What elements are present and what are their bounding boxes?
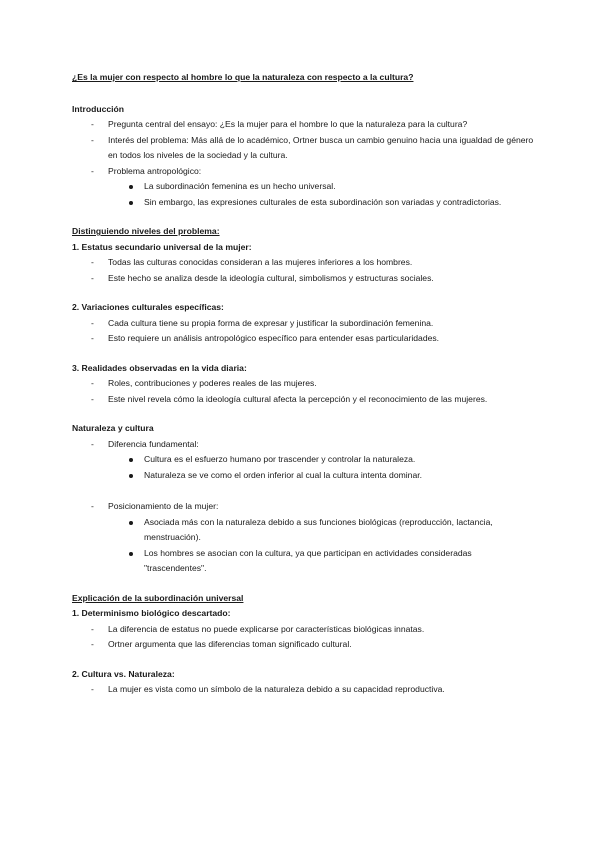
list-item: - Interés del problema: Más allá de lo académico, Ortner busca un cambio genuino hacia una igualdad de género en todos los niveles de la sociedad y la cultura. xyxy=(72,133,534,164)
list-item: - Todas las culturas conocidas consideran a las mujeres inferiores a los hombres. xyxy=(72,255,534,271)
subsection-heading: 2. Variaciones culturales específicas: xyxy=(72,302,224,312)
list-item: - La diferencia de estatus no puede explicarse por características biológicas innatas. xyxy=(72,622,534,638)
list-item: - Este hecho se analiza desde la ideología cultural, simbolismos y estructuras sociales. xyxy=(72,271,534,287)
sub-list-item: Los hombres se asocian con la cultura, ya que participan en actividades consideradas "trascendentes". xyxy=(72,546,534,577)
document-title: ¿Es la mujer con respecto al hombre lo que la naturaleza con respecto a la cultura? xyxy=(72,72,414,82)
sub-list-item: Naturaleza se ve como el orden inferior al cual la cultura intenta dominar. xyxy=(72,468,534,484)
naturaleza-sublist-1 xyxy=(72,452,534,483)
list-item-label: Diferencia fundamental: xyxy=(108,438,199,449)
list-item xyxy=(72,499,534,577)
section-heading-explicacion: Explicación de la subordinación universal xyxy=(72,592,244,603)
list-item: - La mujer es vista como un símbolo de la naturaleza debido a su capacidad reproductiva. xyxy=(72,682,534,698)
subsection-heading: 2. Cultura vs. Naturaleza: xyxy=(72,668,175,679)
explicacion-s1-list xyxy=(72,622,534,653)
list-item: - Esto requiere un análisis antropológico específico para entender esas particularidades. xyxy=(72,331,534,347)
subsection-heading: 1. Estatus secundario universal de la mujer: xyxy=(72,241,252,252)
niveles-s2-list xyxy=(72,316,534,347)
list-item: - Ortner argumenta que las diferencias toman significado cultural. xyxy=(72,637,534,653)
subsection-heading: 3. Realidades observadas en la vida diaria: xyxy=(72,362,247,373)
list-item: - Este nivel revela cómo la ideología cultural afecta la percepción y el reconocimiento de las mujeres. xyxy=(72,392,534,408)
niveles-s1-list xyxy=(72,255,534,286)
list-item: - Cada cultura tiene su propia forma de expresar y justificar la subordinación femenina. xyxy=(72,316,534,332)
introduccion-list xyxy=(72,117,534,210)
introduccion-sublist xyxy=(72,179,534,210)
list-item-label: Problema antropológico: xyxy=(108,165,202,176)
list-item: - Pregunta central del ensayo: ¿Es la mujer para el hombre lo que la naturaleza para la cultura? xyxy=(72,117,534,133)
list-item xyxy=(72,437,534,484)
list-item xyxy=(72,164,534,211)
naturaleza-sublist-2 xyxy=(72,515,534,577)
section-heading-introduccion: Introducción xyxy=(72,103,125,114)
naturaleza-list xyxy=(72,437,534,577)
sub-list-item: Asociada más con la naturaleza debido a sus funciones biológicas (reproducción, lactancia, menstruación). xyxy=(72,515,534,546)
document-page xyxy=(72,70,534,698)
explicacion-s2-list xyxy=(72,682,534,698)
sub-list-item: Cultura es el esfuerzo humano por trascender y controlar la naturaleza. xyxy=(72,452,534,468)
niveles-s3-list xyxy=(72,376,534,407)
subsection-heading: 1. Determinismo biológico descartado: xyxy=(72,608,231,618)
list-item: - Roles, contribuciones y poderes reales de las mujeres. xyxy=(72,376,534,392)
section-heading-niveles: Distinguiendo niveles del problema: xyxy=(72,226,220,236)
sub-list-item: La subordinación femenina es un hecho universal. xyxy=(72,179,534,195)
sub-list-item: Sin embargo, las expresiones culturales de esta subordinación son variadas y contradictorias. xyxy=(72,195,534,211)
section-heading-naturaleza: Naturaleza y cultura xyxy=(72,423,154,433)
list-item-label: Posicionamiento de la mujer: xyxy=(108,501,219,511)
